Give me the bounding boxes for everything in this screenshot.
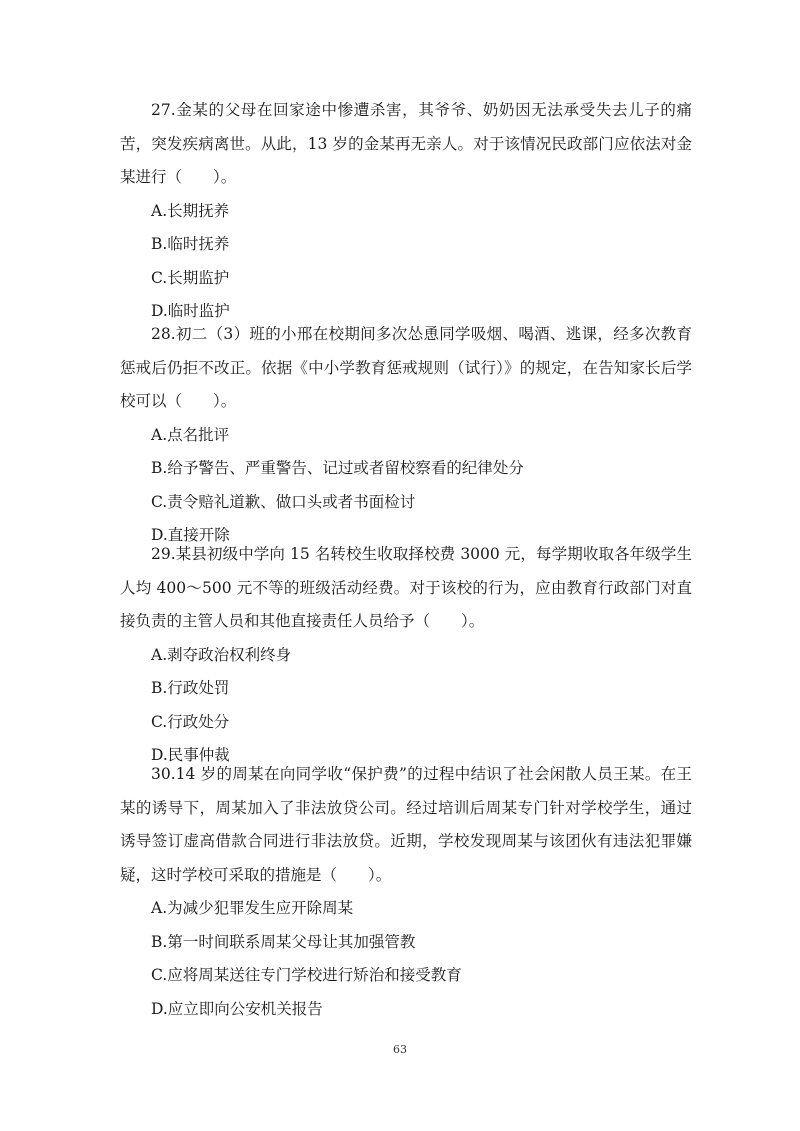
page-number: 63 (393, 1043, 407, 1056)
option-b: B.给予警告、严重警告、记过或者留校察看的纪律处分 (151, 459, 524, 477)
question-28 (120, 318, 692, 553)
question-30 (120, 758, 692, 1026)
option-a: A.剥夺政治权利终身 (151, 645, 292, 664)
option-a: A.长期抚养 (151, 201, 230, 220)
question-stem: 29.某县初级中学向 15 名转校生收取择校费 3000 元，每学期收取各年级学生人均 400～500 元不等的班级活动经费。对于该校的行为，应由教育行政部门对直接负责的主管人员和其他直接责任人员给予（ ）。 (120, 545, 692, 630)
option-b: B.行政处罚 (151, 679, 230, 697)
option-c: C.责令赔礼道歉、做口头或者书面检讨 (151, 492, 416, 511)
option-d: D.民事仲裁 (151, 746, 230, 764)
question-stem: 27.金某的父母在回家途中惨遭杀害，其爷爷、奶奶因无法承受失去儿子的痛苦，突发疾病离世。从此，13 岁的金某再无亲人。对于该情况民政部门应依法对金某进行（ ）。 (120, 101, 692, 186)
option-c: C.应将周某送往专门学校进行矫治和接受教育 (151, 966, 462, 984)
question-27 (120, 94, 692, 329)
option-a: A.点名批评 (151, 425, 230, 444)
option-d: D.临时监护 (151, 302, 230, 320)
option-b: B.临时抚养 (151, 235, 230, 253)
option-a: A.为减少犯罪发生应开除周某 (151, 899, 354, 917)
question-stem: 30.14 岁的周某在向同学收“保护费”的过程中结识了社会闲散人员王某。在王某的诱导下，周某加入了非法放贷公司。经过培训后周某专门针对学校学生，通过诱导签订虚高借款合同进行非法放贷。近期，学校发现周某与该团伙有违法犯罪嫌疑，这时学校可采取的措施是（ ）。 (120, 765, 692, 884)
option-d: D.应立即向公安机关报告 (151, 999, 323, 1018)
question-stem: 28.初二（3）班的小邢在校期间多次怂恿同学吸烟、喝酒、逃课，经多次教育惩戒后仍拒不改正。依据《中小学教育惩戒规则（试行）》的规定，在告知家长后学校可以（ ）。 (120, 325, 692, 410)
option-b: B.第一时间联系周某父母让其加强管教 (151, 932, 416, 951)
option-c: C.行政处分 (151, 712, 230, 731)
option-d: D.直接开除 (151, 526, 230, 544)
option-c: C.长期监护 (151, 268, 230, 287)
